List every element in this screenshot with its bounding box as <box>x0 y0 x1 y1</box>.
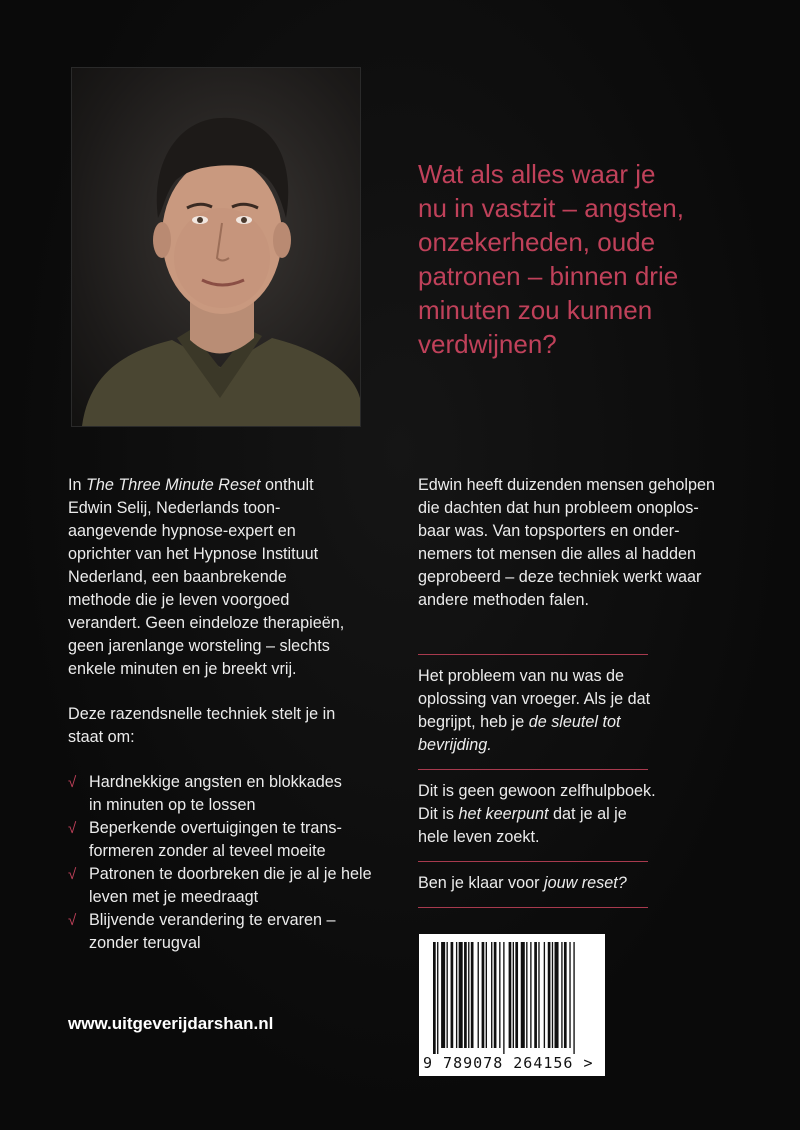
intro-line: Nederland, een baanbrekende <box>68 568 287 586</box>
tagline-line: nu in vastzit – angsten, <box>418 193 684 223</box>
barcode-bar <box>521 942 525 1048</box>
isbn-barcode <box>419 934 605 1076</box>
quote-block-1: Het probleem van nu was de oplossing van vroeger. Als je dat begrijpt, heb je de sleutel tot bevrijding. <box>418 667 651 754</box>
barcode-bar <box>509 942 512 1048</box>
barcode-bar <box>471 942 474 1048</box>
barcode-bar <box>538 942 539 1048</box>
cover-tagline <box>418 157 748 361</box>
barcode-bar <box>544 942 545 1048</box>
barcode-bar <box>456 942 457 1048</box>
checklist-item: √ Hardnekkige angsten en blokkades in minuten op te lossen <box>68 773 342 814</box>
divider <box>418 907 648 908</box>
lead-line: Deze razendsnelle techniek stelt je in <box>68 705 336 723</box>
barcode-bar <box>437 942 438 1054</box>
tagline-line: patronen – binnen drie <box>418 261 679 291</box>
publisher-website[interactable]: www.uitgeverijdarshan.nl <box>68 1014 274 1033</box>
isbn-number: 9 789078 264156 > <box>423 1054 594 1072</box>
check-icon: √ <box>68 820 77 837</box>
barcode-bar <box>478 942 479 1048</box>
checklist-item: √ Patronen te doorbreken die je al je hele leven met je meedraagt <box>68 865 372 906</box>
barcode-bar <box>534 942 537 1048</box>
book-title: The Three Minute Reset <box>86 476 261 494</box>
intro-paragraph <box>68 474 378 681</box>
barcode-bar <box>459 942 463 1048</box>
barcode-bar <box>513 942 514 1048</box>
barcode-bar <box>548 942 551 1048</box>
tagline-line: minuten zou kunnen <box>418 295 653 325</box>
checklist-item: √ Beperkende overtuigingen te trans- formeren zonder al teveel moeite <box>68 819 342 860</box>
paragraph-line: andere methoden falen. <box>418 591 589 609</box>
barcode-bar <box>526 942 527 1048</box>
barcode-bar <box>447 942 448 1048</box>
check-icon: √ <box>68 774 77 791</box>
barcode-bar <box>451 942 454 1048</box>
barcode-bar <box>503 942 504 1054</box>
barcode-bar <box>564 942 567 1048</box>
barcode-bar <box>555 942 559 1048</box>
intro-line: geen jarenlange worsteling – slechts <box>68 637 330 655</box>
barcode-bar <box>441 942 445 1048</box>
check-icon: √ <box>68 912 77 929</box>
barcode-bar <box>515 942 518 1048</box>
tagline-line: verdwijnen? <box>418 329 557 359</box>
paragraph-line: geprobeerd – deze techniek werkt waar <box>418 568 702 586</box>
barcode-bar <box>491 942 492 1048</box>
intro-line: aangevende hypnose-expert en <box>68 522 296 540</box>
barcode-bar <box>482 942 485 1048</box>
intro-line: enkele minuten en je breekt vrij. <box>68 660 297 678</box>
barcode-bar <box>499 942 500 1048</box>
barcode-bar <box>494 942 497 1048</box>
barcode-bar <box>530 942 531 1048</box>
author-photo <box>72 68 360 426</box>
tagline-line: onzekerheden, oude <box>418 227 656 257</box>
quote-block-2: Dit is geen gewoon zelfhulpboek. Dit is het keerpunt dat je al je hele leven zoekt. <box>418 782 656 846</box>
barcode-bar <box>573 942 574 1054</box>
barcode-bar <box>464 942 467 1048</box>
right-column <box>418 474 718 908</box>
left-column <box>68 474 378 955</box>
barcode-bar <box>561 942 562 1048</box>
barcode-bar <box>552 942 553 1048</box>
intro-line: methode die je leven voorgoed <box>68 591 290 609</box>
intro-line: verandert. Geen eindeloze therapieën, <box>68 614 345 632</box>
intro-line: Edwin Selij, Nederlands toon- <box>68 499 281 517</box>
paragraph-line: baar was. Van topsporters en onder- <box>418 522 680 540</box>
barcode-bar <box>468 942 469 1048</box>
paragraph-line: nemers tot mensen die alles al hadden <box>418 545 697 563</box>
quote-block-3: Ben je klaar voor jouw reset? <box>418 874 627 892</box>
lead-line: staat om: <box>68 728 135 746</box>
intro-line: oprichter van het Hypnose Instituut <box>68 545 319 563</box>
author-paragraph <box>418 474 718 612</box>
lead-paragraph <box>68 703 378 749</box>
tagline-line: Wat als alles waar je <box>418 159 656 189</box>
benefit-checklist <box>68 771 378 955</box>
barcode-bar <box>433 942 436 1054</box>
paragraph-line: die dachten dat hun probleem onoplos- <box>418 499 699 517</box>
author-portrait-illustration <box>72 68 360 426</box>
barcode-bar <box>486 942 487 1048</box>
paragraph-line: Edwin heeft duizenden mensen geholpen <box>418 476 715 494</box>
barcode-bar <box>569 942 570 1048</box>
checklist-item: √ Blijvende verandering te ervaren – zonder terugval <box>68 911 336 952</box>
check-icon: √ <box>68 866 77 883</box>
intro-line: In The Three Minute Reset onthult <box>68 476 314 494</box>
